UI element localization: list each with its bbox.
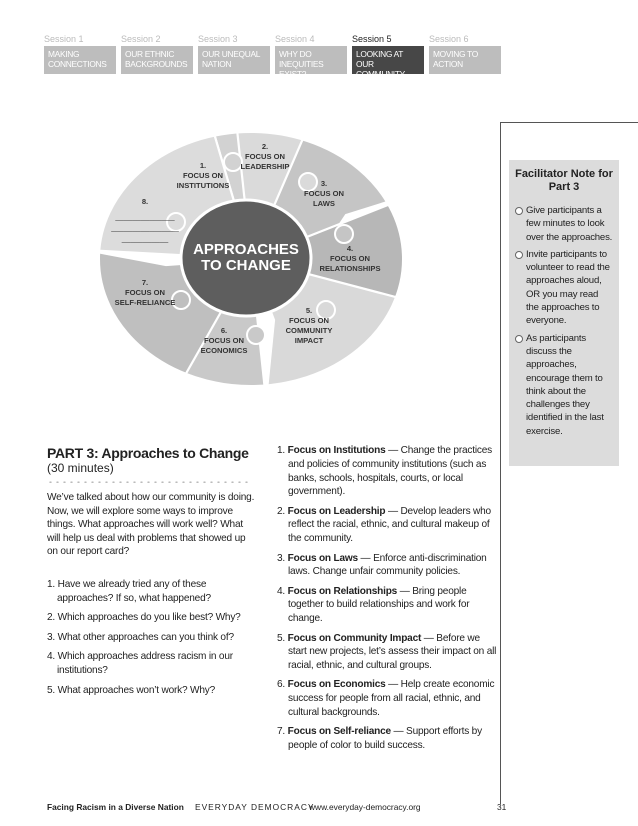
session-label: WHY DO INEQUITIES EXIST? — [275, 46, 347, 74]
approach-item: 7. Focus on Self-reliance — Support efforts by people of color to build success. — [277, 726, 482, 752]
approach-number: 3. — [277, 552, 286, 564]
footer-url: www.everyday-democracy.org — [309, 802, 421, 812]
facilitator-note-text: Give participants a few minutes to look over the approaches. — [526, 205, 613, 243]
question-item: 3. What other approaches can you think of? — [47, 631, 234, 643]
piece-label-line: FOCUS ON — [203, 336, 245, 345]
piece-label-line: SELF-RELIANCE — [114, 298, 176, 307]
approach-item: 1. Focus on Institutions — Change the practices and policies of community institutions (such as banks, schools, hospitals, courts, or local government). — [277, 445, 492, 498]
center-title-line-1: APPROACHES — [193, 241, 299, 258]
puzzle-knob — [224, 153, 242, 171]
piece-label-line: ECONOMICS — [200, 346, 248, 355]
piece-label-line: 4. — [346, 244, 354, 253]
piece-label-blank-line: ___________ — [121, 234, 169, 243]
session-label: MAKING CONNECTIONS — [44, 46, 116, 74]
piece-label-line: 1. — [199, 161, 207, 170]
approaches-puzzle-diagram — [96, 130, 406, 388]
facilitator-note — [509, 160, 619, 466]
piece-label-line: FOCUS ON — [244, 152, 286, 161]
bullet-icon — [515, 251, 523, 259]
piece-label-line: 7. — [141, 278, 149, 287]
approach-number: 6. — [277, 679, 286, 691]
piece-label-line: LEADERSHIP — [240, 162, 290, 171]
approach-number: 7. — [277, 726, 286, 738]
bullet-icon — [515, 207, 523, 215]
session-number: Session 1 — [44, 34, 84, 44]
approach-number: 4. — [277, 585, 286, 597]
piece-label-line: IMPACT — [294, 336, 324, 345]
session-tab-3 — [198, 34, 261, 69]
session-tab-5 — [352, 34, 405, 79]
approach-term: Focus on Laws — [287, 552, 358, 564]
facilitator-note-title: Facilitator Note for Part 3 — [515, 168, 613, 193]
footer-org: EVERYDAY DEMOCRACY — [195, 802, 315, 812]
piece-label-blank-line: ________________ — [111, 223, 179, 232]
piece-label-line: 5. — [305, 306, 313, 315]
facilitator-note-item — [515, 332, 613, 438]
session-number: Session 5 — [352, 34, 392, 44]
session-tab-1 — [44, 34, 107, 69]
approach-item: 5. Focus on Community Impact — Before we start new projects, let’s assess their impact on all racial, ethnic, and cultural groups. — [277, 632, 497, 672]
piece-label-line: FOCUS ON — [329, 254, 371, 263]
piece-label-line: FOCUS ON — [303, 189, 345, 198]
piece-label-line: LAWS — [313, 199, 335, 208]
question-item: 4. Which approaches address racism in our institutions? — [47, 651, 233, 676]
facilitator-note-text: As participants discuss the approaches, encourage them to think about the challenges they identified in the last exercise. — [526, 332, 604, 437]
approach-description: Develop leaders who reflect the racial, ethnic, and cultural makeup of the community. — [288, 505, 491, 545]
approach-description: Enforce anti-discrimination laws. Change unfair community policies. — [288, 552, 487, 578]
approach-description: Support efforts by people of color to build success. — [288, 726, 482, 752]
puzzle-knob — [335, 225, 353, 243]
piece-label-line: FOCUS ON — [288, 316, 330, 325]
question-item: 1. Have we already tried any of these approaches? If so, what happened? — [47, 579, 211, 604]
session-number: Session 4 — [275, 34, 315, 44]
approach-term: Focus on Self-reliance — [287, 726, 391, 738]
piece-label-line: 6. — [220, 326, 228, 335]
piece-label-line: 2. — [261, 142, 269, 151]
approach-term: Focus on Institutions — [287, 445, 386, 456]
session-label: OUR ETHNIC BACKGROUNDS — [121, 46, 193, 74]
column-divider — [500, 122, 501, 804]
approach-number: 5. — [277, 632, 286, 644]
approach-number: 1. — [277, 445, 286, 456]
approach-item: 2. Focus on Leadership — Develop leaders who reflect the racial, ethnic, and cultural makeup of the community. — [277, 505, 491, 545]
session-number: Session 6 — [429, 34, 469, 44]
part-duration: (30 minutes) — [47, 461, 114, 475]
piece-label-blank-line: ______________ — [115, 212, 175, 221]
session-number: Session 2 — [121, 34, 161, 44]
approach-item: 6. Focus on Economics — Help create economic success for people from all racial, ethnic, and cultural backgrounds. — [277, 679, 495, 719]
part-intro: We’ve talked about how our community is doing. Now, we will explore some ways to improve things. What approaches will work well? What will help us deal with problems that showed up on our report card? — [47, 492, 255, 558]
approach-description: Bring people together to build relationships and work for change. — [288, 585, 470, 625]
approach-description: Before we start new projects, let’s assess their impact on all racial, ethnic, and cultural groups. — [288, 632, 497, 672]
piece-label-line: COMMUNITY — [285, 326, 333, 335]
facilitator-note-item — [515, 248, 613, 328]
piece-label-line: 3. — [320, 179, 328, 188]
approach-number: 2. — [277, 505, 286, 517]
approach-term: Focus on Community Impact — [287, 632, 422, 644]
session-tab-4 — [275, 34, 324, 79]
session-label: OUR UNEQUAL NATION — [198, 46, 270, 74]
approach-item: 3. Focus on Laws — Enforce anti-discrimination laws. Change unfair community policies. — [277, 552, 487, 578]
question-item: 2. Which approaches do you like best? Why? — [47, 612, 241, 624]
piece-label-line: FOCUS ON — [124, 288, 166, 297]
center-title-line-2: TO CHANGE — [201, 257, 291, 274]
footer-title: Facing Racism in a Diverse Nation — [47, 802, 184, 812]
piece-label-line: 8. — [141, 197, 149, 206]
approach-term: Focus on Leadership — [287, 505, 386, 517]
puzzle-knob — [247, 326, 265, 344]
approach-term: Focus on Economics — [287, 679, 386, 691]
session-label: LOOKING AT OUR COMMUNITY — [352, 46, 424, 74]
approach-description: Help create economic success for people from all racial, ethnic, and cultural backgrounds. — [288, 679, 495, 719]
dotted-divider — [47, 481, 250, 483]
discussion-questions — [47, 578, 262, 703]
approach-item: 4. Focus on Relationships — Bring people together to build relationships and work for change. — [277, 585, 470, 625]
session-number: Session 3 — [198, 34, 238, 44]
bullet-icon — [515, 335, 523, 343]
session-tab-6 — [429, 34, 478, 69]
question-item: 5. What approaches won’t work? Why? — [47, 684, 216, 696]
session-nav — [44, 34, 500, 79]
sidebar-top-rule — [501, 122, 638, 123]
page-number: 31 — [497, 802, 507, 812]
approach-term: Focus on Relationships — [287, 585, 398, 597]
piece-label-line: INSTITUTIONS — [176, 181, 230, 190]
approaches-list — [277, 444, 497, 758]
piece-label-line: FOCUS ON — [182, 171, 224, 180]
part-title: PART 3: Approaches to Change — [47, 445, 249, 461]
piece-label-line: RELATIONSHIPS — [319, 264, 381, 273]
facilitator-note-text: Invite participants to volunteer to read the approaches aloud, OR you may read the approaches to everyone. — [526, 248, 610, 327]
session-label: MOVING TO ACTION — [429, 46, 501, 74]
approach-description: Change the practices and policies of community institutions (such as banks, schools, hospitals, courts, or local government). — [288, 445, 492, 498]
facilitator-note-item — [515, 204, 613, 244]
session-tab-2 — [121, 34, 188, 69]
